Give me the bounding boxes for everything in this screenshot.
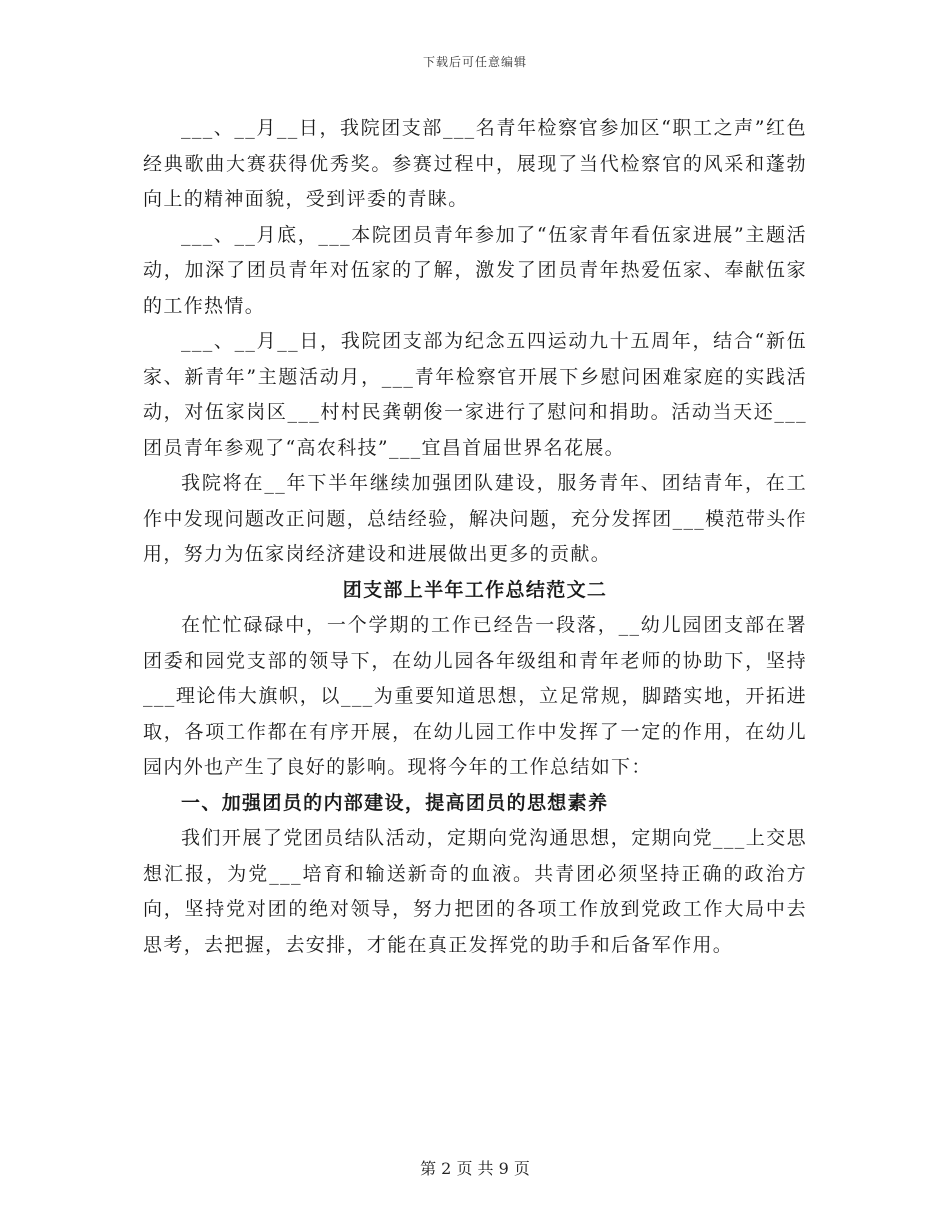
subheading: 一、加强团员的内部建设，提高团员的思想素养: [181, 791, 609, 814]
document-body: [143, 111, 807, 963]
paragraph-5: 在忙忙碌碌中，一个学期的工作已经告一段落，__幼儿园团支部在署团委和园党支部的领导下，在幼儿园各年级组和青年老师的协助下，坚持___理论伟大旗帜，以___为重要知道思想，立足常规，脚踏实地，开拓进取，各项工作都在有序开展，在幼儿园工作中发挥了一定的作用，在幼儿园内外也产生了良好的影响。现将今年的工作总结如下：: [143, 614, 807, 778]
section-title: 团支部上半年工作总结范文二: [342, 578, 608, 601]
page-number: 第 2 页 共 9 页: [420, 1159, 530, 1178]
page-header-note: 下载后可任意编辑: [422, 55, 527, 69]
paragraph-2: ___、__月底，___本院团员青年参加了“伍家青年看伍家进展”主题活动，加深了团员青年对伍家的了解，激发了团员青年热爱伍家、奉献伍家的工作热情。: [143, 223, 807, 317]
paragraph-3: ___、__月__日，我院团支部为纪念五四运动九十五周年，结合“新伍家、新青年”主题活动月，___青年检察官开展下乡慰问困难家庭的实践活动，对伍家岗区___村村民龚朝俊一家进行了慰问和捐助。活动当天还___团员青年参观了“高农科技”___宜昌首届世界名花展。: [143, 330, 807, 459]
paragraph-4: 我院将在__年下半年继续加强团队建设，服务青年、团结青年，在工作中发现问题改正问题，总结经验，解决问题，充分发挥团___模范带头作用，努力为伍家岗经济建设和进展做出更多的贡献。: [143, 472, 807, 565]
paragraph-6: 我们开展了党团员结队活动，定期向党沟通思想，定期向党___上交思想汇报，为党___培育和输送新奇的血液。共青团必须坚持正确的政治方向，坚持党对团的绝对领导，努力把团的各项工作放到党政工作大局中去思考，去把握，去安排，才能在真正发挥党的助手和后备军作用。: [143, 827, 807, 956]
paragraph-1: ___、__月__日，我院团支部___名青年检察官参加区“职工之声”红色经典歌曲大赛获得优秀奖。参赛过程中，展现了当代检察官的风采和蓬勃向上的精神面貌，受到评委的青睐。: [143, 117, 807, 210]
